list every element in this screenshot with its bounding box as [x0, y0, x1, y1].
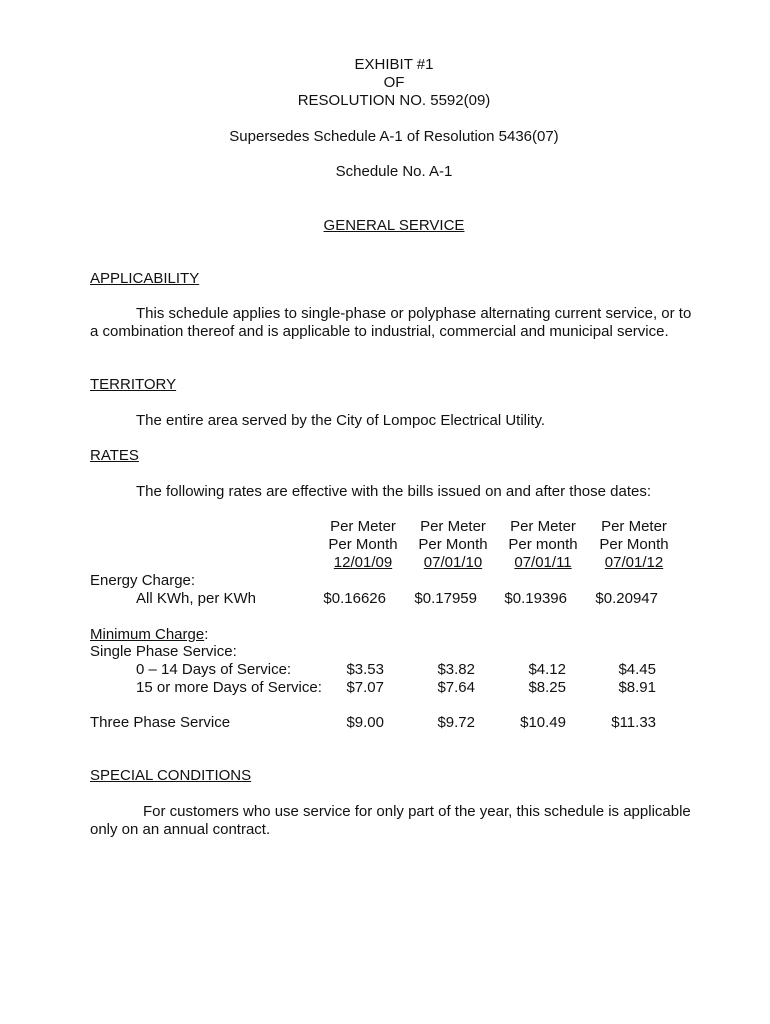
single-row-1-value-4: $4.45 [618, 661, 656, 678]
service-title: GENERAL SERVICE [323, 217, 465, 234]
single-row-1-value-3: $4.12 [528, 661, 566, 678]
column-header-line1: Per Meter [330, 518, 396, 535]
single-row-2-value-2: $7.64 [437, 679, 475, 696]
single-row-2-label: 15 or more Days of Service: [136, 679, 322, 696]
column-header-line2: Per Month [599, 536, 669, 553]
minimum-charge-colon: : [204, 626, 209, 643]
exhibit-title: EXHIBIT #1 [354, 56, 434, 73]
exhibit-of: OF [383, 74, 405, 91]
column-header-date: 07/01/11 [514, 554, 572, 571]
territory-heading: TERRITORY [90, 376, 177, 393]
special-conditions-line1: For customers who use service for only part of the year, this schedule is applicable [143, 803, 691, 820]
minimum-charge-heading [90, 626, 208, 644]
energy-value-4: $0.20947 [595, 590, 658, 607]
column-header-1 [318, 518, 408, 572]
column-header-line1: Per Meter [601, 518, 667, 535]
supersedes-line: Supersedes Schedule A-1 of Resolution 5436(07) [229, 128, 559, 145]
single-row-1-value-2: $3.82 [437, 661, 475, 678]
energy-value-2: $0.17959 [414, 590, 477, 607]
energy-value-1: $0.16626 [323, 590, 386, 607]
column-header-4 [589, 518, 679, 572]
single-phase-label: Single Phase Service: [90, 643, 237, 660]
column-header-2 [408, 518, 498, 572]
single-row-2-value-3: $8.25 [528, 679, 566, 696]
single-row-2-value-4: $8.91 [618, 679, 656, 696]
single-row-1-value-1: $3.53 [346, 661, 384, 678]
column-header-date: 07/01/12 [604, 554, 664, 571]
energy-row-label: All KWh, per KWh [136, 590, 257, 607]
three-phase-value-3: $10.49 [520, 714, 566, 731]
three-phase-label: Three Phase Service [90, 714, 231, 731]
column-header-3 [498, 518, 588, 572]
territory-text: The entire area served by the City of Lompoc Electrical Utility. [136, 412, 546, 429]
column-header-line1: Per Meter [510, 518, 576, 535]
minimum-charge-label: Minimum Charge [90, 626, 205, 643]
rates-intro: The following rates are effective with the bills issued on and after those dates: [136, 483, 652, 500]
column-header-line2: Per month [508, 536, 578, 553]
column-header-line2: Per Month [328, 536, 398, 553]
special-conditions-heading: SPECIAL CONDITIONS [90, 767, 252, 784]
three-phase-value-4: $11.33 [611, 714, 656, 731]
resolution-number: RESOLUTION NO. 5592(09) [297, 92, 491, 109]
applicability-text-line1: This schedule applies to single-phase or polyphase alternating current service, or to [136, 305, 692, 322]
column-header-date: 12/01/09 [333, 554, 393, 571]
applicability-text-line2: a combination thereof and is applicable to industrial, commercial and municipal service. [90, 323, 669, 340]
rates-heading: RATES [90, 447, 139, 464]
column-header-date: 07/01/10 [423, 554, 483, 571]
applicability-heading: APPLICABILITY [90, 270, 200, 287]
column-header-line1: Per Meter [420, 518, 486, 535]
special-conditions-line2: only on an annual contract. [90, 821, 271, 838]
column-header-line2: Per Month [418, 536, 488, 553]
schedule-number: Schedule No. A-1 [335, 163, 453, 180]
energy-charge-label: Energy Charge: [90, 572, 196, 589]
energy-value-3: $0.19396 [504, 590, 567, 607]
single-row-2-value-1: $7.07 [346, 679, 384, 696]
three-phase-value-1: $9.00 [346, 714, 384, 731]
single-row-1-label: 0 – 14 Days of Service: [136, 661, 292, 678]
three-phase-value-2: $9.72 [437, 714, 475, 731]
